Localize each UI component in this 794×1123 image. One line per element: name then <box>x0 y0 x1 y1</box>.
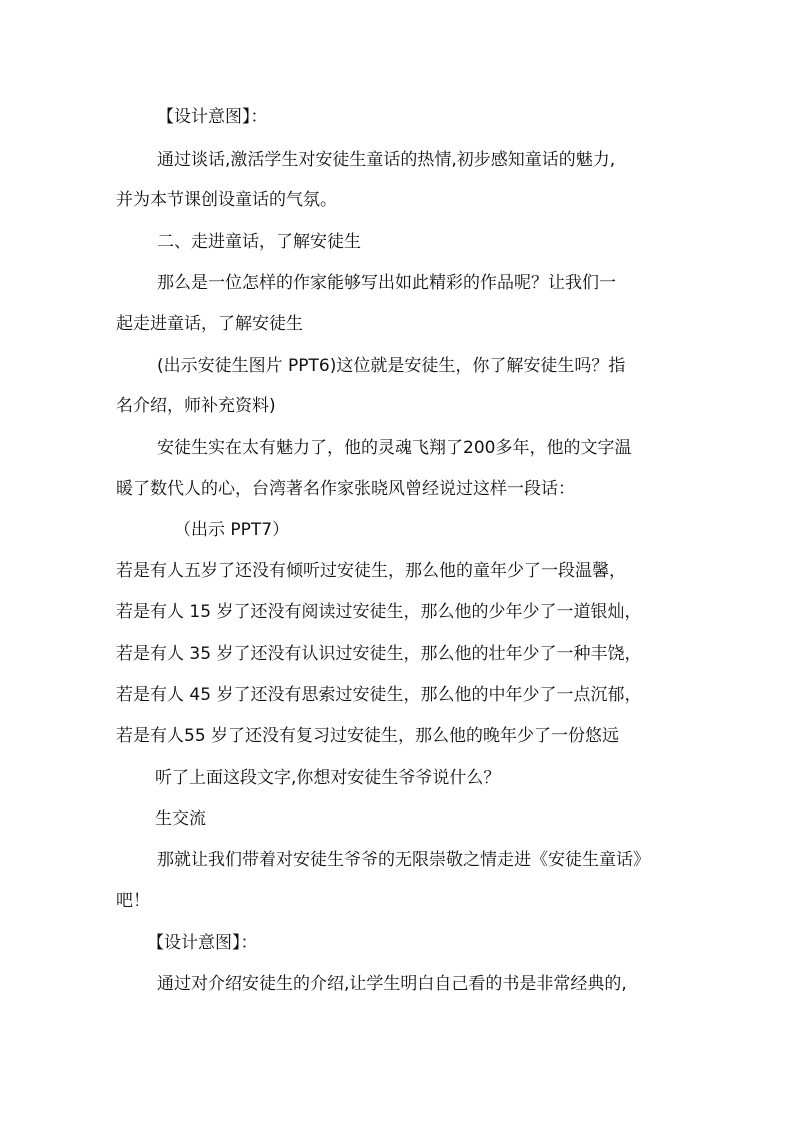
quote-line: 若是有人五岁了还没有倾听过安徒生，那么他的童年少了一段温馨， <box>116 561 626 581</box>
paragraph-line: 通过对介绍安徒生的介绍,让学生明白自己看的书是非常经典的, <box>157 974 627 994</box>
paragraph-line: 吧！ <box>116 891 150 911</box>
section-title: 二、走进童话，了解安徒生 <box>157 232 361 252</box>
quote-line: 若是有人 15 岁了还没有阅读过安徒生，那么他的少年少了一道银灿， <box>116 602 642 622</box>
quote-line: 若是有人 35 岁了还没有认识过安徒生，那么他的壮年少了一种丰饶， <box>116 644 642 664</box>
paragraph-line: 通过谈话,激活学生对安徒生童话的热情,初步感知童话的魅力, <box>157 150 616 170</box>
paragraph-line: 听了上面这段文字,你想对安徒生爷爷说什么？ <box>155 768 501 788</box>
paragraph-line: 那么是一位怎样的作家能够写出如此精彩的作品呢？让我们一 <box>157 273 616 293</box>
design-intent-heading: 【设计意图】： <box>157 107 268 127</box>
paragraph-line: 暖了数代人的心，台湾著名作家张晓风曾经说过这样一段话： <box>116 479 575 499</box>
paragraph-line: 起走进童话，了解安徒生 <box>116 314 303 334</box>
paragraph-line: 那就让我们带着对安徒生爷爷的无限崇敬之情走进《安徒生童话》 <box>157 850 650 870</box>
paragraph-line: (出示安徒生图片 PPT6)这位就是安徒生，你了解安徒生吗？指 <box>157 356 626 376</box>
paragraph-line: 名介绍，师补充资料) <box>116 396 276 416</box>
design-intent-heading: 【设计意图】： <box>147 933 258 953</box>
show-ppt7-line: （出示 PPT7） <box>174 520 290 540</box>
paragraph-line: 生交流 <box>155 809 206 829</box>
paragraph-line: 安徒生实在太有魅力了，他的灵魂飞翔了200多年，他的文字温 <box>157 438 632 458</box>
quote-line: 若是有人55 岁了还没有复习过安徒生，那么他的晚年少了一份悠远 <box>116 726 620 746</box>
quote-line: 若是有人 45 岁了还没有思索过安徒生，那么他的中年少了一点沉郁， <box>116 685 642 705</box>
paragraph-line: 并为本节课创设童话的气氛。 <box>116 190 337 210</box>
